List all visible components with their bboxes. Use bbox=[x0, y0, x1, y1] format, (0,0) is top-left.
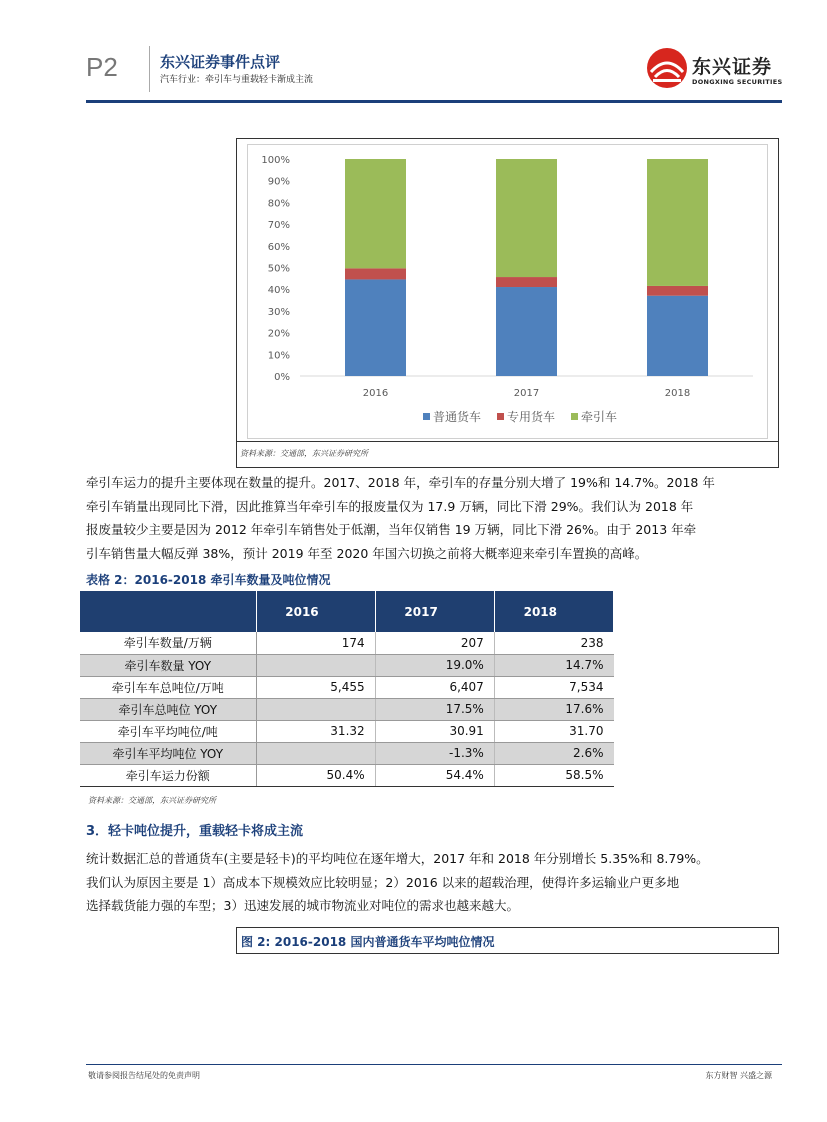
paragraph-line: 我们认为原因主要是 1）高成本下规模效应比较明显；2）2016 以来的超载治理，使得许多运输业户更多地 bbox=[86, 874, 680, 890]
paragraph-line: 报废量较少主要是因为 2012 年牵引车销售处于低潮，当年仅销售 19 万辆，同比下滑 26%。由于 2013 年牵 bbox=[86, 522, 697, 537]
table-header-cell bbox=[80, 591, 256, 632]
bar-segment-0-1 bbox=[496, 287, 557, 376]
table-header-cell: 2018 bbox=[494, 591, 613, 632]
table-cell: 14.7% bbox=[494, 654, 613, 676]
legend-label: 普通货车 bbox=[433, 410, 482, 424]
table-row-label: 牵引车运力份额 bbox=[80, 764, 256, 786]
y-tick-label: 20% bbox=[267, 328, 290, 340]
table-row-label: 牵引车平均吨位 YOY bbox=[80, 742, 256, 764]
table-row bbox=[80, 720, 614, 742]
table-cell: 7,534 bbox=[494, 676, 613, 698]
table-cell: 58.5% bbox=[494, 764, 613, 786]
chart-container bbox=[236, 138, 779, 468]
table-cell: -1.3% bbox=[375, 742, 494, 764]
table-cell: 31.32 bbox=[256, 720, 375, 742]
table-cell bbox=[256, 654, 375, 676]
table-source: 资料来源：交通部，东兴证券研究所 bbox=[88, 796, 216, 805]
y-tick-label: 50% bbox=[267, 263, 290, 275]
x-tick-label: 2017 bbox=[513, 388, 540, 399]
section-title: 3．轻卡吨位提升，重载轻卡将成主流 bbox=[86, 824, 304, 839]
bar-segment-2-1 bbox=[496, 159, 557, 277]
table-cell: 17.5% bbox=[375, 698, 494, 720]
y-tick-label: 100% bbox=[261, 155, 290, 166]
y-tick-label: 70% bbox=[267, 220, 290, 232]
table-row bbox=[80, 764, 614, 786]
paragraph-line: 牵引车销量出现同比下滑，因此推算当年牵引车的报废量仅为 17.9 万辆，同比下滑 29%。我们认为 2018 年 bbox=[86, 498, 694, 514]
table-cell: 31.70 bbox=[494, 720, 613, 742]
footer-slogan: 东方财智 兴盛之源 bbox=[705, 1071, 772, 1080]
bar-segment-1-0 bbox=[345, 268, 406, 279]
legend-swatch bbox=[571, 413, 578, 420]
tractor-data-table bbox=[80, 591, 614, 787]
table-header-cell: 2016 bbox=[256, 591, 375, 632]
legend-label: 牵引车 bbox=[581, 410, 618, 424]
legend-swatch bbox=[423, 413, 430, 420]
page-number: P2 bbox=[86, 52, 118, 82]
table-cell: 54.4% bbox=[375, 764, 494, 786]
table-row bbox=[80, 742, 614, 764]
stacked-bar-chart bbox=[248, 145, 767, 438]
bar-segment-1-2 bbox=[647, 286, 708, 296]
footer-rule bbox=[86, 1064, 782, 1065]
x-tick-label: 2018 bbox=[664, 388, 691, 399]
chart-frame bbox=[247, 144, 768, 439]
table-row-label: 牵引车数量/万辆 bbox=[80, 632, 256, 654]
paragraph-tractor-capacity bbox=[86, 471, 782, 565]
paragraph-line: 引车销售量大幅反弹 38%，预计 2019 年至 2020 年国六切换之前将大概率迎来牵引车置换的高峰。 bbox=[86, 545, 648, 561]
bar-segment-1-1 bbox=[496, 277, 557, 287]
y-tick-label: 30% bbox=[267, 306, 290, 318]
y-tick-label: 0% bbox=[274, 372, 290, 383]
table-row-label: 牵引车总吨位 YOY bbox=[80, 698, 256, 720]
table-cell: 2.6% bbox=[494, 742, 613, 764]
table-row-label: 牵引车数量 YOY bbox=[80, 654, 256, 676]
bar-segment-0-0 bbox=[345, 279, 406, 376]
table-header-cell: 2017 bbox=[375, 591, 494, 632]
paragraph-line: 牵引车运力的提升主要体现在数量的提升。2017、2018 年，牵引车的存量分别大增了 19%和 14.7%。2018 年 bbox=[86, 475, 715, 490]
paragraph-light-truck bbox=[86, 847, 782, 918]
y-tick-label: 80% bbox=[267, 198, 290, 210]
report-title: 东兴证券事件点评 bbox=[160, 53, 281, 71]
table-row bbox=[80, 676, 614, 698]
header-divider bbox=[149, 46, 150, 92]
logo-subtext: DONGXING SECURITIES bbox=[692, 78, 783, 86]
figure-title: 图 2: 2016-2018 国内普通货车平均吨位情况 bbox=[241, 935, 495, 949]
table-title: 表格 2：2016-2018 牵引车数量及吨位情况 bbox=[86, 573, 331, 587]
header-rule bbox=[86, 100, 782, 103]
paragraph-line: 统计数据汇总的普通货车(主要是轻卡)的平均吨位在逐年增大，2017 年和 2018 年分别增长 5.35%和 8.79%。 bbox=[86, 851, 709, 866]
logo-text: 东兴证券 bbox=[692, 56, 773, 78]
legend-swatch bbox=[497, 413, 504, 420]
table-cell bbox=[256, 698, 375, 720]
bar-segment-2-2 bbox=[647, 159, 708, 286]
table-row-label: 牵引车车总吨位/万吨 bbox=[80, 676, 256, 698]
table-cell: 5,455 bbox=[256, 676, 375, 698]
bar-segment-2-0 bbox=[345, 159, 406, 268]
table-cell: 19.0% bbox=[375, 654, 494, 676]
table-cell bbox=[256, 742, 375, 764]
table-row bbox=[80, 698, 614, 720]
table-cell: 17.6% bbox=[494, 698, 613, 720]
y-tick-label: 40% bbox=[267, 285, 290, 297]
chart-source: 资料来源：交通部，东兴证券研究所 bbox=[237, 441, 778, 459]
y-tick-label: 90% bbox=[267, 176, 290, 188]
report-subtitle: 汽车行业：牵引车与重载轻卡渐成主流 bbox=[160, 75, 314, 85]
figure-caption-box bbox=[236, 927, 779, 954]
paragraph-line: 选择载货能力强的车型；3）迅速发展的城市物流业对吨位的需求也越来越大。 bbox=[86, 898, 519, 913]
x-tick-label: 2016 bbox=[362, 388, 389, 399]
table-cell: 207 bbox=[375, 632, 494, 654]
footer-disclaimer: 敬请参阅报告结尾处的免责声明 bbox=[88, 1071, 200, 1080]
table-cell: 174 bbox=[256, 632, 375, 654]
table-row bbox=[80, 654, 614, 676]
y-tick-label: 10% bbox=[267, 350, 290, 362]
table-cell: 30.91 bbox=[375, 720, 494, 742]
legend-label: 专用货车 bbox=[507, 410, 556, 424]
table-cell: 238 bbox=[494, 632, 613, 654]
bar-segment-0-2 bbox=[647, 296, 708, 376]
table-cell: 6,407 bbox=[375, 676, 494, 698]
y-tick-label: 60% bbox=[267, 241, 290, 253]
table-row bbox=[80, 632, 614, 654]
table-row-label: 牵引车平均吨位/吨 bbox=[80, 720, 256, 742]
table-cell: 50.4% bbox=[256, 764, 375, 786]
